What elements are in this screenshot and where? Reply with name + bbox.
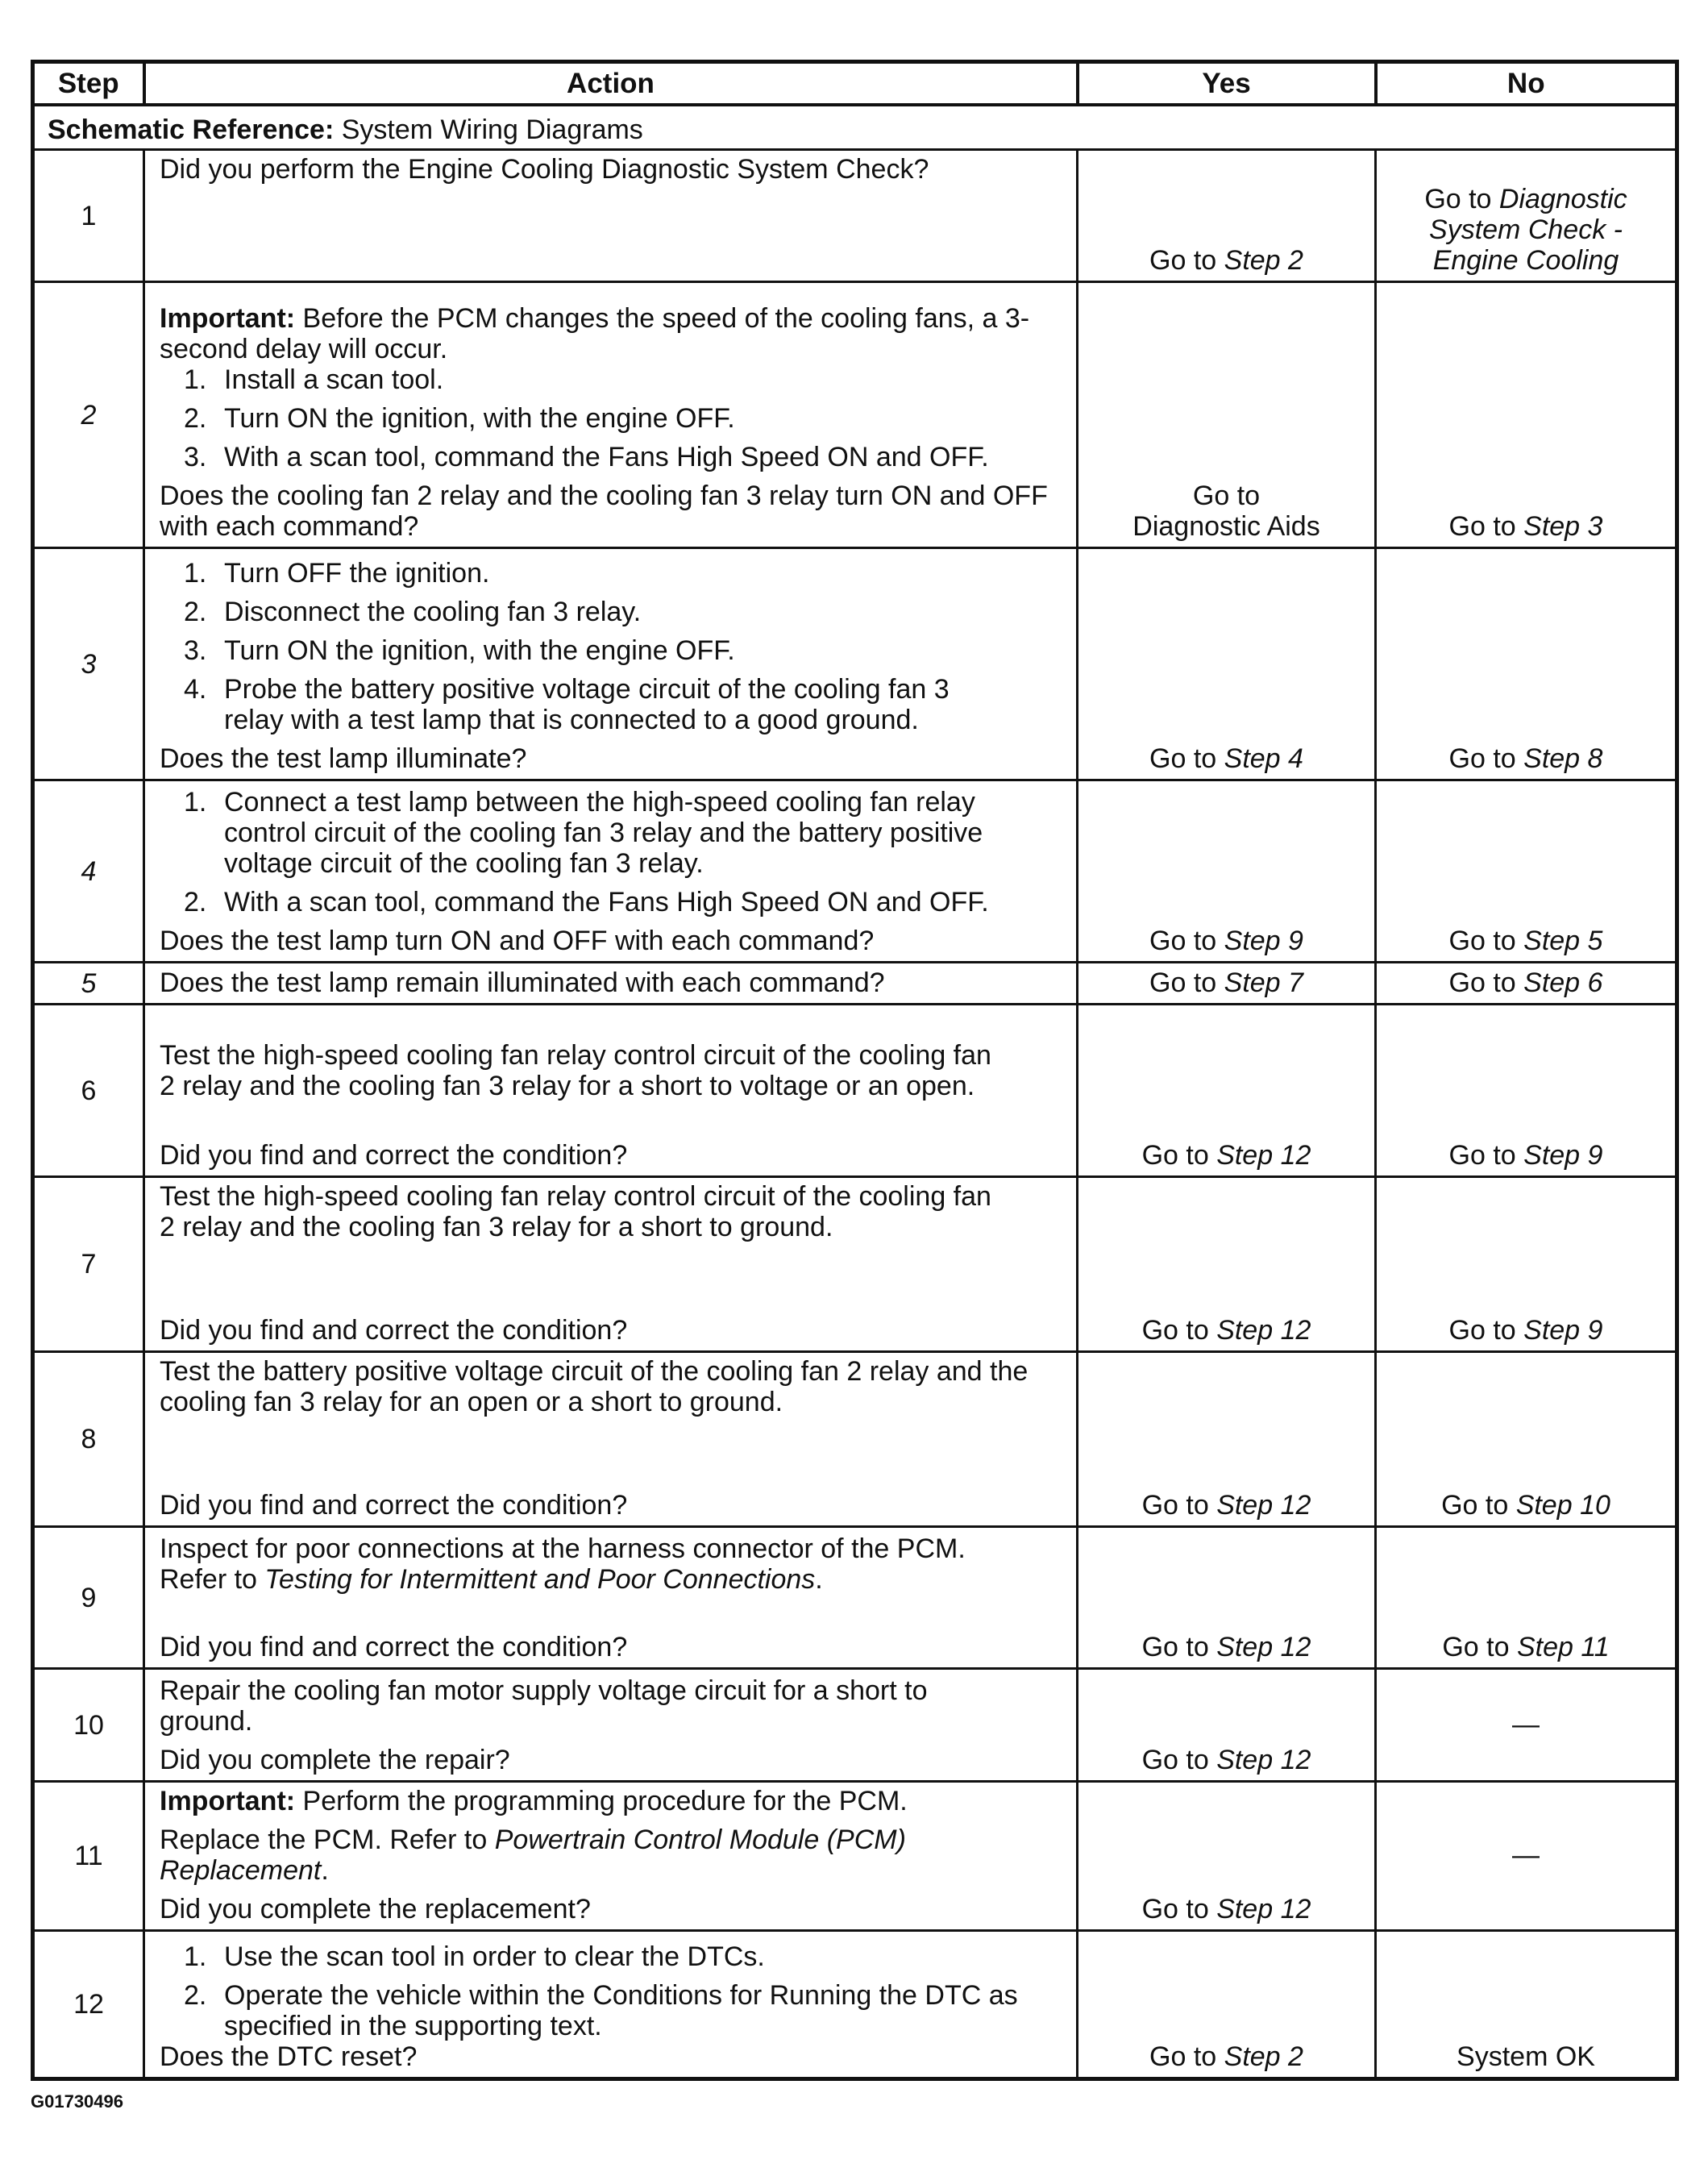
table-row — [33, 1782, 1677, 1931]
action-lead: Test the high-speed cooling fan relay control circuit of the cooling fan 2 relay and the cooling fan 3 relay for a short to voltage or an open. — [160, 1040, 991, 1101]
action-cell — [144, 150, 1078, 282]
action-cell — [144, 780, 1078, 963]
yes-prefix: Go to — [1149, 967, 1224, 998]
yes-prefix: Go to — [1141, 1490, 1217, 1521]
list-item: 2. Operate the vehicle within the Conditions for Running the DTC as specified in the supporting text. — [184, 1980, 1018, 2041]
no-target: Step 9 — [1523, 1315, 1603, 1346]
yes-target: Step 12 — [1216, 1745, 1311, 1775]
action-question: Does the cooling fan 2 relay and the cooling fan 3 relay turn ON and OFF with each command? — [160, 481, 1048, 542]
step-number: 10 — [33, 1669, 144, 1782]
no-target: Step 10 — [1515, 1490, 1610, 1521]
action-question: Did you find and correct the condition? — [160, 1315, 628, 1346]
important-text: Before the PCM changes the speed of the cooling fans, a 3-second delay will occur. — [160, 303, 1030, 364]
table-row — [33, 963, 1677, 1005]
yes-cell — [1078, 1931, 1376, 2079]
yes-prefix: Go to — [1149, 743, 1224, 774]
no-cell — [1376, 780, 1677, 963]
yes-cell — [1078, 1177, 1376, 1352]
action-question: Does the test lamp illuminate? — [160, 743, 527, 774]
table-row — [33, 1177, 1677, 1352]
yes-prefix: Go to — [1149, 926, 1224, 956]
list-item: 2. With a scan tool, command the Fans High Speed ON and OFF. — [184, 887, 989, 917]
action-lead: Replace the PCM. Refer to Powertrain Control Module (PCM) Replacement. — [160, 1825, 906, 1886]
no-cell — [1376, 548, 1677, 780]
yes-target: Step 12 — [1216, 1140, 1311, 1171]
step-number: 4 — [33, 780, 144, 963]
action-cell — [144, 963, 1078, 1005]
table-row — [33, 282, 1677, 548]
no-cell: — — [1376, 1669, 1677, 1782]
yes-prefix: Go to — [1141, 1632, 1217, 1662]
yes-target: Step 12 — [1216, 1632, 1311, 1662]
action-cell — [144, 1527, 1078, 1669]
header-yes: Yes — [1078, 62, 1376, 106]
step-number: 8 — [33, 1352, 144, 1527]
step-number: 3 — [33, 548, 144, 780]
no-prefix: Go to — [1448, 967, 1524, 998]
action-lead: Inspect for poor connections at the harness connector of the PCM. Refer to Testing for Intermittent and Poor Connections. — [160, 1533, 966, 1595]
action-question: Did you complete the replacement? — [160, 1894, 591, 1924]
yes-cell — [1078, 1527, 1376, 1669]
action-cell — [144, 1931, 1078, 2079]
step-number: 9 — [33, 1527, 144, 1669]
yes-target: Step 2 — [1224, 2041, 1303, 2072]
important-label: Important: — [160, 1786, 296, 1816]
yes-prefix: Go to — [1141, 1745, 1217, 1775]
no-target: Step 5 — [1523, 926, 1603, 956]
action-question: Did you find and correct the condition? — [160, 1632, 628, 1662]
action-question: Does the DTC reset? — [160, 2041, 418, 2072]
yes-cell — [1078, 282, 1376, 548]
no-prefix: Go to — [1448, 743, 1524, 774]
step-number: 12 — [33, 1931, 144, 2079]
yes-target: Step 12 — [1216, 1315, 1311, 1346]
important-note — [160, 1786, 1062, 1816]
important-note — [160, 303, 1062, 364]
action-cell — [144, 1177, 1078, 1352]
no-cell — [1376, 963, 1677, 1005]
yes-target: Step 12 — [1216, 1490, 1311, 1521]
schematic-reference-label: Schematic Reference: — [48, 114, 335, 145]
schematic-reference — [33, 105, 1677, 150]
schematic-reference-value: System Wiring Diagrams — [341, 114, 643, 145]
step-number: 6 — [33, 1005, 144, 1177]
list-item: 3. Turn ON the ignition, with the engine OFF. — [184, 635, 735, 666]
yes-prefix: Go to — [1149, 245, 1224, 276]
yes-line-1: Go to — [1192, 481, 1261, 511]
action-question: Did you perform the Engine Cooling Diagnostic System Check? — [160, 154, 929, 185]
step-number: 2 — [33, 282, 144, 548]
table-row — [33, 1005, 1677, 1177]
no-prefix: Go to — [1442, 1632, 1517, 1662]
no-prefix: Go to — [1441, 1490, 1516, 1521]
list-item: 2. Turn ON the ignition, with the engine OFF. — [184, 403, 735, 434]
table-row — [33, 150, 1677, 282]
procedure-list — [160, 558, 1062, 735]
schematic-reference-row — [33, 105, 1677, 150]
no-prefix: Go to — [1448, 511, 1524, 542]
yes-prefix: Go to — [1149, 2041, 1224, 2072]
list-item: 1. Connect a test lamp between the high-speed cooling fan relay control circuit of the cooling fan 3 relay and the battery positive voltage circuit of the cooling fan 3 relay. — [184, 787, 983, 879]
yes-cell — [1078, 1352, 1376, 1527]
action-cell — [144, 1782, 1078, 1931]
figure-id: G01730496 — [31, 2091, 123, 2112]
yes-prefix: Go to — [1141, 1894, 1217, 1924]
no-cell — [1376, 150, 1677, 282]
no-target: Step 8 — [1523, 743, 1603, 774]
diagnostic-table — [31, 60, 1679, 2081]
procedure-list — [160, 1941, 1062, 2041]
action-cell — [144, 1669, 1078, 1782]
table-row — [33, 1669, 1677, 1782]
yes-target: Step 2 — [1224, 245, 1303, 276]
yes-prefix: Go to — [1141, 1140, 1217, 1171]
no-target: Step 9 — [1523, 1140, 1603, 1171]
yes-target: Step 4 — [1224, 743, 1303, 774]
list-item: 4. Probe the battery positive voltage circuit of the cooling fan 3 relay with a test lamp that is connected to a good ground. — [184, 674, 950, 735]
reference-link[interactable]: Testing for Intermittent and Poor Connections — [264, 1564, 816, 1595]
action-question: Did you complete the repair? — [160, 1745, 510, 1775]
action-cell — [144, 282, 1078, 548]
step-number: 11 — [33, 1782, 144, 1931]
no-target: Step 3 — [1523, 511, 1603, 542]
no-cell: — — [1376, 1782, 1677, 1931]
no-cell — [1376, 282, 1677, 548]
procedure-list — [160, 364, 1062, 472]
step-number: 1 — [33, 150, 144, 282]
action-question: Did you find and correct the condition? — [160, 1140, 628, 1171]
yes-target: Step 9 — [1224, 926, 1303, 956]
list-item: 3. With a scan tool, command the Fans High Speed ON and OFF. — [184, 442, 989, 472]
yes-cell — [1078, 1005, 1376, 1177]
action-lead: Test the battery positive voltage circuit of the cooling fan 2 relay and the cooling fan 3 relay for an open or a short to ground. — [160, 1356, 1029, 1417]
yes-target: Step 7 — [1224, 967, 1303, 998]
yes-cell — [1078, 780, 1376, 963]
action-question: Does the test lamp remain illuminated with each command? — [160, 967, 885, 998]
action-lead: Repair the cooling fan motor supply voltage circuit for a short to ground. — [160, 1675, 928, 1737]
no-prefix: Go to — [1424, 184, 1499, 214]
no-cell — [1376, 1352, 1677, 1527]
no-cell: System OK — [1376, 1931, 1677, 2079]
action-cell — [144, 1352, 1078, 1527]
action-lead: Test the high-speed cooling fan relay control circuit of the cooling fan 2 relay and the cooling fan 3 relay for a short to ground. — [160, 1181, 991, 1242]
action-cell — [144, 548, 1078, 780]
yes-cell — [1078, 963, 1376, 1005]
table-row — [33, 548, 1677, 780]
table-row — [33, 1527, 1677, 1669]
action-question: Did you find and correct the condition? — [160, 1490, 628, 1521]
list-item: 1. Turn OFF the ignition. — [184, 558, 490, 589]
no-target: Step 11 — [1516, 1632, 1610, 1662]
no-cell — [1376, 1005, 1677, 1177]
list-item: 1. Install a scan tool. — [184, 364, 444, 395]
table-row — [33, 780, 1677, 963]
header-action: Action — [144, 62, 1078, 106]
yes-cell — [1078, 1782, 1376, 1931]
no-target: Step 6 — [1523, 967, 1603, 998]
yes-cell — [1078, 1669, 1376, 1782]
yes-target: Step 12 — [1216, 1894, 1311, 1924]
important-label: Important: — [160, 303, 296, 334]
diagnostic-table-sheet — [31, 60, 1675, 2081]
list-item: 1. Use the scan tool in order to clear the DTCs. — [184, 1941, 765, 1972]
no-cell — [1376, 1177, 1677, 1352]
header-step: Step — [33, 62, 144, 106]
yes-cell — [1078, 150, 1376, 282]
no-prefix: Go to — [1448, 926, 1524, 956]
yes-line-2: Diagnostic Aids — [1132, 511, 1320, 542]
table-header-row — [33, 62, 1677, 106]
important-text: Perform the programming procedure for the PCM. — [302, 1786, 908, 1816]
step-number: 5 — [33, 963, 144, 1005]
procedure-list — [160, 787, 1062, 917]
step-number: 7 — [33, 1177, 144, 1352]
no-target: Diagnostic System Check - Engine Cooling — [1429, 184, 1627, 276]
no-cell — [1376, 1527, 1677, 1669]
table-row — [33, 1352, 1677, 1527]
table-row — [33, 1931, 1677, 2079]
yes-cell — [1078, 548, 1376, 780]
yes-prefix: Go to — [1141, 1315, 1217, 1346]
action-question: Does the test lamp turn ON and OFF with each command? — [160, 926, 875, 956]
no-prefix: Go to — [1448, 1315, 1524, 1346]
list-item: 2. Disconnect the cooling fan 3 relay. — [184, 597, 642, 627]
action-cell — [144, 1005, 1078, 1177]
no-prefix: Go to — [1448, 1140, 1524, 1171]
header-no: No — [1376, 62, 1677, 106]
reference-link[interactable]: Powertrain Control Module (PCM) Replacement — [160, 1825, 906, 1886]
